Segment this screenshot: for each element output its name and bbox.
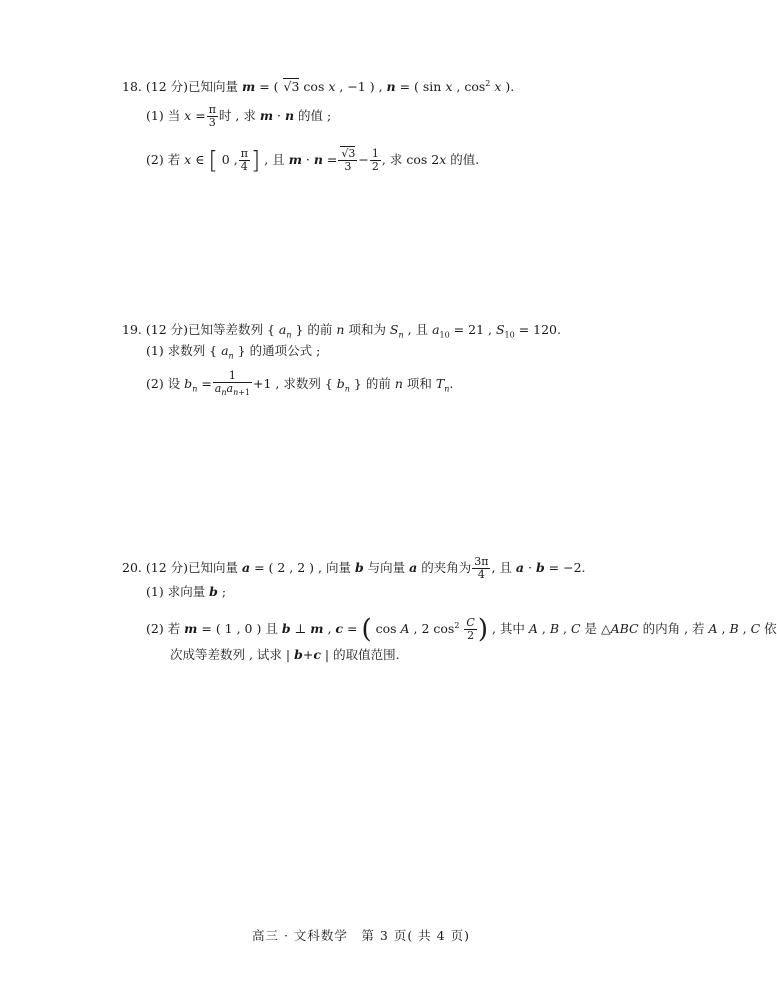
q18-part1: (1) 当 x = $\frac{\pi}{3}$ 时 , 求 m · n 的值 ; [146,103,332,129]
q20-part1: (1) 求向量 b ; [146,584,227,599]
q20-stem: 20. (12 分)已知向量 a = ( 2 , 2 ) , 向量 b 与向量 a 的夹角为 $\frac{3\pi}{4}$ , 且 a · b = −2. [122,555,586,581]
q19-number: 19. [122,322,142,337]
q20-number: 20. [122,560,142,575]
q20-part1-label: (1) [146,584,164,599]
q19-part2: (2) 设 $b_n$ = $\frac{1}{a_na_{n+1}}$ +1 , 求数列 { $b_n$ } 的前 n 项和 $T_n$. [146,369,454,398]
q18-part2: (2) 若 x ∈ [ 0 , $\frac{\pi}{4}$ ] , 且 m · n = $\frac{√3}{3}$ − $\frac{1}{2}$ , 求 cos 2x 的值. [146,146,480,175]
page-footer: 高三 · 文科数学 第 3 页( 共 4 页) [252,928,470,943]
q18-vec-m: m [242,79,256,95]
q19-part2-label: (2) [146,376,164,392]
q19-points: (12 分) [145,322,189,337]
q18-points: (12 分) [145,79,189,95]
q18-vec-n: n [386,79,396,95]
q20-part2: (2) 若 m = ( 1 , 0 ) 且 b ⊥ m , c = ( cos A , 2 $\cos^2$ $\frac{C}{2}$ ) , 其中 A , B , C 是 △ABC 的内角 , 若 A , B , C 依 [146,614,777,645]
q19-part1-label: (1) [146,343,164,358]
q18-part2-label: (2) [146,152,164,167]
q18-part1-label: (1) [146,108,164,123]
q20-points: (12 分) [145,560,189,575]
q19-stem: 19. (12 分)已知等差数列 { $a_n$ } 的前 n 项和为 $S_n$ , 且 $a_{10} = 21$ , $S_{10} = 120$. [122,322,561,340]
q18-stem: 18. (12 分)已知向量 m = ( √3 cos x , −1 ) , n = ( sin x , $\cos^2 x$ ). [122,79,515,95]
q19-part1: (1) 求数列 { $a_n$ } 的通项公式 ; [146,343,321,361]
q20-part2-label: (2) [146,621,164,636]
q18-stem-text: 已知向量 [188,79,239,95]
q20-part2-continued: 次成等差数列 , 试求 | b+c | 的取值范围. [170,647,400,662]
q18-number: 18. [122,79,142,95]
